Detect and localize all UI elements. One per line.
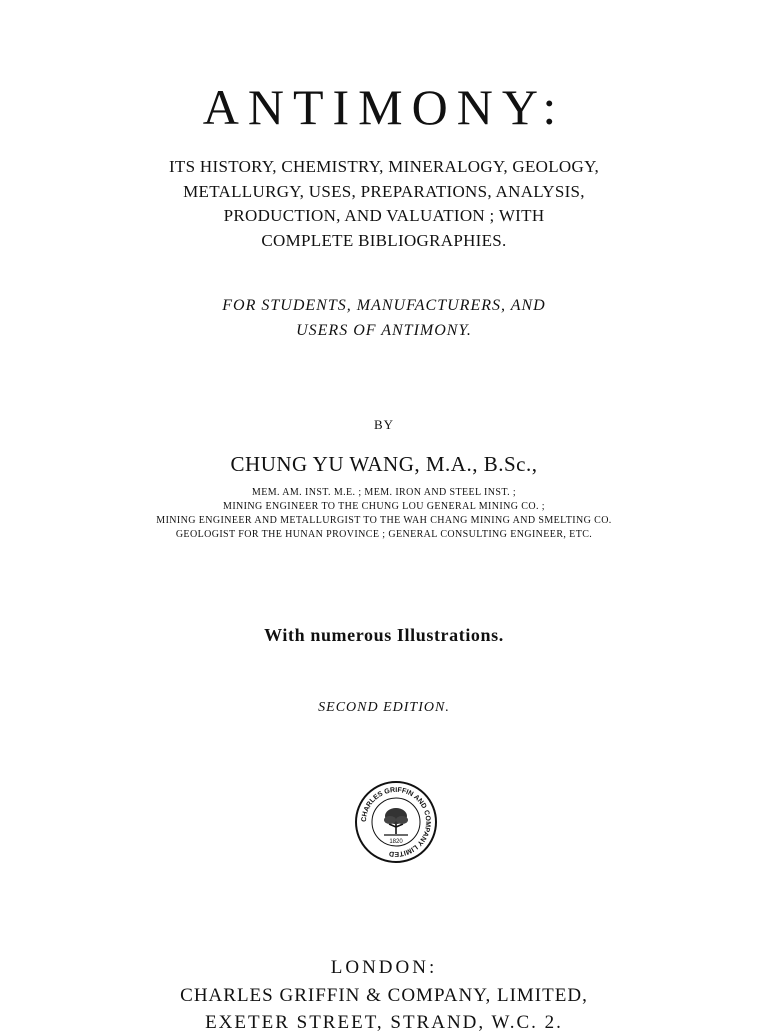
author-name: CHUNG YU WANG, M.A., B.Sc., [230,452,538,476]
membership-line-4: GEOLOGIST FOR THE HUNAN PROVINCE ; GENERAL CONSULTING ENGINEER, ETC. [175,529,593,540]
imprint-city: LONDON: [330,957,438,978]
membership-line-2: MINING ENGINEER TO THE CHUNG LOU GENERAL MINING CO. ; [223,501,545,512]
audience-line-2: USERS OF ANTIMONY. [296,322,472,339]
publisher-seal-icon [354,780,438,864]
seal-text: CHARLES GRIFFIN AND COMPANY LIMITED [360,786,432,858]
by-label: BY [373,417,395,432]
imprint-address: EXETER STREET, STRAND, W.C. 2. [205,1012,563,1033]
imprint-publisher: CHARLES GRIFFIN & COMPANY, LIMITED, [180,985,588,1006]
edition-label: SECOND EDITION. [318,700,450,715]
subtitle-line-3: PRODUCTION, AND VALUATION ; WITH [223,206,545,225]
illustrations-note: With numerous Illustrations. [264,625,504,645]
seal-year: 1820 [389,839,403,845]
audience-line-1: FOR STUDENTS, MANUFACTURERS, AND [222,297,546,314]
subtitle-line-4: COMPLETE BIBLIOGRAPHIES. [261,231,507,250]
membership-line-3: MINING ENGINEER AND METALLURGIST TO THE WAH CHANG MINING AND SMELTING CO. [156,515,612,526]
subtitle-line-2: METALLURGY, USES, PREPARATIONS, ANALYSIS, [183,182,585,201]
subtitle-line-1: ITS HISTORY, CHEMISTRY, MINERALOGY, GEOLOGY, [168,157,600,176]
book-title: ANTIMONY: [202,79,566,135]
membership-line-1: MEM. AM. INST. M.E. ; MEM. IRON AND STEEL INST. ; [251,487,517,498]
